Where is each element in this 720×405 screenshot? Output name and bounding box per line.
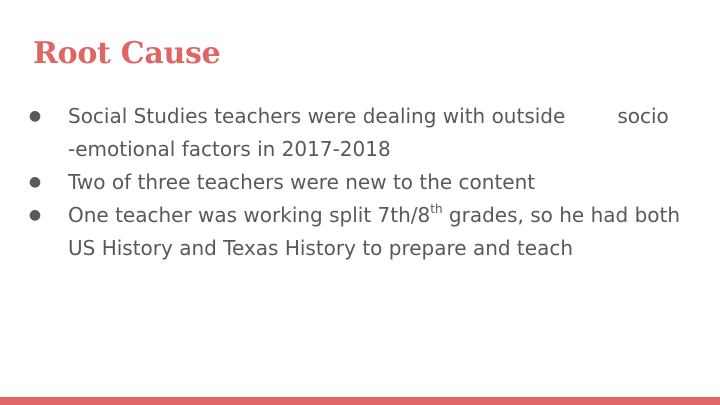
bullet-text-superscript: th: [430, 202, 443, 216]
bullet-text-line1: Social Studies teachers were dealing with outside: [68, 104, 566, 128]
bullet-dot-icon: ●: [28, 207, 42, 223]
bullet-dot-icon: ●: [28, 108, 42, 124]
bullet-text-part1: One teacher was working split 7th/8: [68, 203, 431, 227]
bullet-list: [28, 100, 698, 265]
bullet-item: [28, 199, 698, 265]
bottom-accent-bar: [0, 397, 720, 405]
bullet-dot-icon: ●: [28, 174, 42, 190]
bullet-item: [28, 166, 698, 199]
bullet-text-line2: -emotional factors in 2017-2018: [68, 137, 391, 161]
bullet-text-part2: grades, so he had both US History and Texas History to prepare and teach: [68, 203, 681, 260]
bullet-text-line1-end: socio: [617, 104, 669, 128]
slide-title: Root Cause: [33, 36, 221, 71]
bullet-item: [28, 100, 698, 166]
bullet-text: Two of three teachers were new to the content: [68, 170, 536, 194]
